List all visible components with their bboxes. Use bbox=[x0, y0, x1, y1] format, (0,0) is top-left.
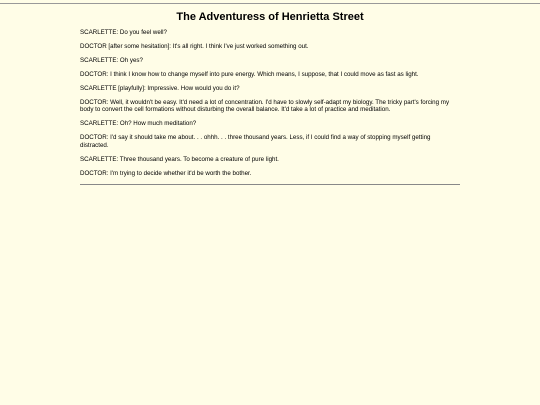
dialogue-line: DOCTOR: I think I know how to change myself into pure energy. Which means, I suppose, that I could move as fast as light. bbox=[80, 71, 419, 78]
dialogue-line: SCARLETTE: Oh? How much meditation? bbox=[80, 120, 197, 128]
dialogue-line: SCARLETTE [playfully]: Impressive. How would you do it? bbox=[80, 85, 240, 92]
dialogue-line: SCARLETTE: Oh yes? bbox=[80, 57, 143, 64]
dialogue-line: DOCTOR [after some hesitation]: It's all right. I think I've just worked something out. bbox=[80, 43, 309, 50]
dialogue-line: DOCTOR: Well, it wouldn't be easy. It'd need a lot of concentration. I'd have to slowly self-adapt my biology. The tricky part's forcing my body to convert the cell formations without disturbing the overall balance. It'd take a lot of practice and meditation. bbox=[80, 99, 450, 114]
top-divider bbox=[0, 3, 540, 4]
bottom-divider bbox=[80, 184, 460, 185]
page-title: The Adventuress of Henrietta Street bbox=[176, 11, 364, 23]
dialogue-line: SCARLETTE: Three thousand years. To become a creature of pure light. bbox=[80, 155, 279, 163]
document-body bbox=[80, 10, 460, 185]
dialogue-line: DOCTOR: I'd say it should take me about. . . ohhh. . . three thousand years. Less, if I could find a way of stopping myself getting distracted. bbox=[80, 134, 431, 149]
dialogue-line: DOCTOR: I'm trying to decide whether it'd be worth the bother. bbox=[80, 169, 252, 177]
dialogue-line: SCARLETTE: Do you feel well? bbox=[80, 29, 168, 36]
